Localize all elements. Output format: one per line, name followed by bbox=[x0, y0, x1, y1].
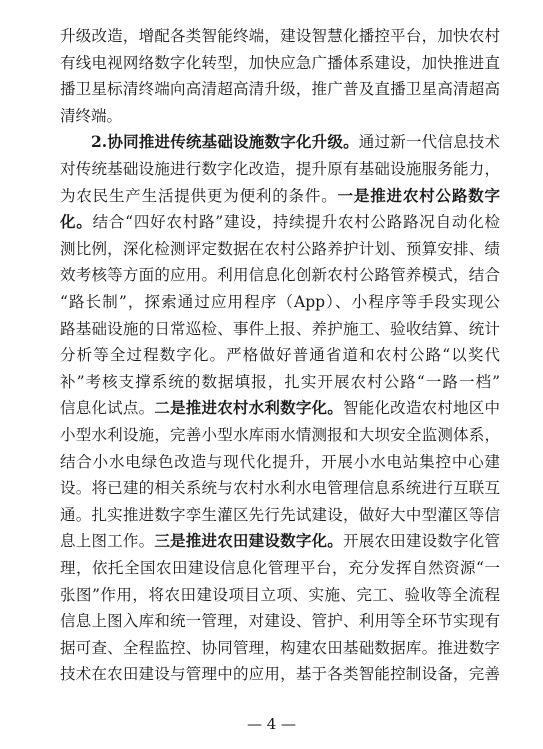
text-line bbox=[60, 316, 500, 342]
text-line bbox=[60, 103, 500, 129]
text-segment: 补”考核支撑系统的数据填报，扎实开展农村公路“一路一档” bbox=[60, 372, 500, 391]
bold-text-segment: 2.协同推进传统基础设施数字化升级。 bbox=[91, 132, 359, 152]
text-line bbox=[60, 635, 500, 661]
text-segment: 小型水利设施，完善小型水库雨水情测报和大坝安全监测体系， bbox=[60, 426, 500, 444]
text-line bbox=[91, 129, 500, 155]
text-segment: 有线电视网络数字化转型，加快应急广播体系建设，加快推进直 bbox=[60, 53, 500, 72]
text-segment: 路基础设施的日常巡检、事件上报、养护施工、验收结算、统计 bbox=[60, 319, 500, 338]
text-line bbox=[60, 289, 500, 315]
bold-text-segment: 一是推进农村公路数字 bbox=[337, 185, 500, 205]
text-line bbox=[60, 156, 500, 182]
text-line bbox=[60, 236, 500, 262]
text-segment: 结合小水电绿色改造与现代化提升，开展小水电站集控中心建 bbox=[60, 452, 500, 471]
text-segment: 理，依托全国农田建设信息化管理平台，充分发挥自然资源“一 bbox=[60, 559, 500, 577]
text-segment: 为农民生产生活提供更为便利的条件。 bbox=[60, 186, 338, 205]
text-segment: 分析等全过程数字化。严格做好普通省道和农村公路“以奖代 bbox=[60, 346, 500, 365]
text-segment: 升级改造，增配各类智能终端，建设智慧化播控平台，加快农村 bbox=[60, 27, 500, 45]
text-line bbox=[60, 608, 500, 634]
text-line bbox=[60, 369, 500, 395]
text-segment: 测比例，深化检测评定数据在农村公路养护计划、预算安排、绩 bbox=[60, 239, 500, 258]
text-line bbox=[60, 342, 500, 368]
text-segment: 通过新一代信息技术 bbox=[358, 133, 500, 152]
text-line bbox=[60, 582, 500, 608]
text-line bbox=[60, 528, 500, 554]
text-segment: 信息化试点。 bbox=[60, 399, 155, 418]
text-segment: 通。扎实推进数字孪生灌区先行先试建设，做好大中型灌区等信 bbox=[60, 505, 500, 524]
text-line bbox=[60, 395, 500, 421]
text-segment: 据可查、全程监控、协同管理，构建农田基础数据库。推进数字 bbox=[60, 638, 500, 657]
text-line bbox=[60, 23, 500, 49]
text-segment: 息上图工作。 bbox=[60, 532, 155, 551]
text-segment: 清终端。 bbox=[60, 106, 123, 125]
text-line bbox=[60, 475, 500, 501]
text-line bbox=[60, 555, 500, 581]
text-line bbox=[60, 50, 500, 76]
bold-text-segment: 二是推进农村水利数字化。 bbox=[154, 398, 343, 418]
bold-text-segment: 三是推进农田建设数字化。 bbox=[154, 531, 343, 551]
text-segment: 技术在农田建设与管理中的应用，基于各类智能控制设备，完善 bbox=[60, 665, 500, 684]
text-segment: 开展农田建设数字化管 bbox=[342, 532, 500, 551]
text-segment: 张图”作用，将农田建设项目立项、实施、完工、验收等全流程 bbox=[60, 585, 500, 604]
page-number: — 4 — bbox=[246, 715, 297, 733]
text-segment: “路长制”，探索通过应用程序（App）、小程序等手段实现公 bbox=[60, 293, 500, 311]
text-line bbox=[60, 449, 500, 475]
text-line bbox=[60, 183, 500, 209]
text-segment: 信息上图入库和统一管理，对建设、管护、利用等全环节实现有 bbox=[60, 612, 500, 631]
text-segment: 播卫星标清终端向高清超高清升级，推广普及直播卫星高清超高 bbox=[60, 80, 500, 99]
text-line bbox=[60, 262, 500, 288]
text-segment: 对传统基础设施进行数字化改造，提升原有基础设施服务能力， bbox=[60, 160, 500, 178]
text-line bbox=[60, 422, 500, 448]
text-line bbox=[60, 661, 500, 687]
text-segment: 效考核等方面的应用。利用信息化创新农村公路管养模式，结合 bbox=[60, 266, 500, 285]
bold-text-segment: 化。 bbox=[60, 212, 93, 232]
text-segment: 设。将已建的相关系统与农村水利水电管理信息系统进行互联互 bbox=[60, 479, 500, 498]
text-segment: 结合“四好农村路”建设，持续提升农村公路路况自动化检 bbox=[92, 213, 500, 232]
text-segment: 智能化改造农村地区中 bbox=[342, 399, 500, 418]
text-line bbox=[60, 502, 500, 528]
text-line bbox=[60, 209, 500, 235]
text-line bbox=[60, 76, 500, 102]
